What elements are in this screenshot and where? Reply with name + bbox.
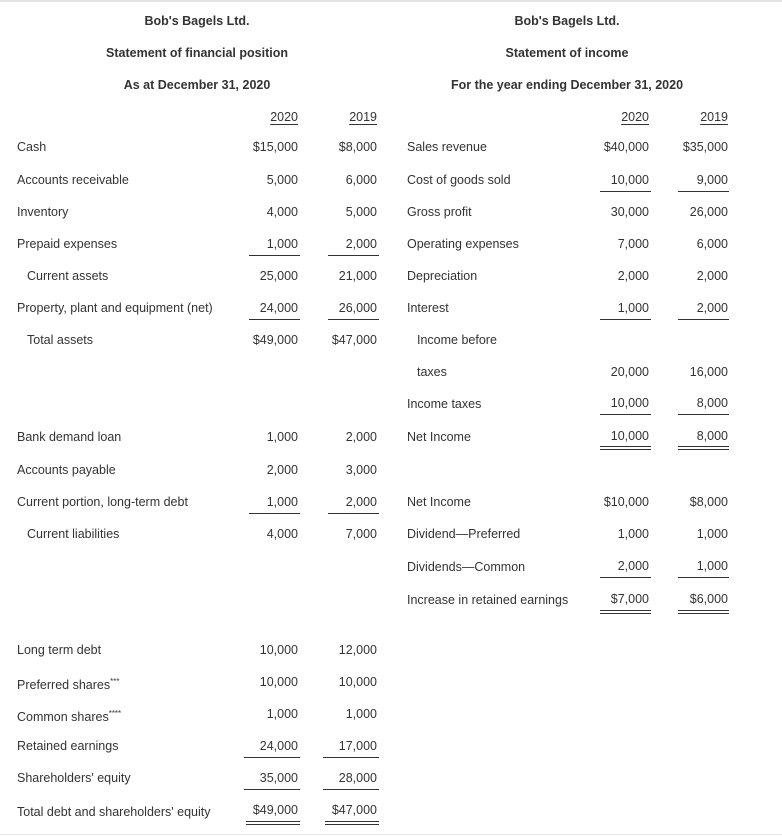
income-row-2020: 2,000 [617,269,649,283]
subtotal-line [328,319,379,320]
income-row-2020: 7,000 [617,237,649,251]
balance-row-2020: 1,000 [266,237,298,251]
income-row-label: Gross profit [407,205,472,219]
balance-row-2019: 1,000 [345,707,377,721]
balance-row-2019: 2,000 [345,495,377,509]
income-row-label: Increase in retained earnings [407,593,569,607]
income-row-2020: $7,000 [610,592,649,606]
balance-row-label: Preferred shares*** [17,677,120,693]
income-row-2020: 2,000 [617,559,649,573]
income-row-label: Income before [417,333,497,347]
balance-row-label: Prepaid expenses [17,237,118,251]
income-row-2020: $10,000 [603,495,649,509]
balance-row-label: Long term debt [17,643,102,657]
income-row-2019: 1,000 [696,527,728,541]
balance-row-2019: 6,000 [345,173,377,187]
subtotal-line [244,757,300,758]
balance-row-label: Inventory [17,205,69,219]
footnote-marker: **** [108,709,122,718]
balance-row-2020: 24,000 [259,739,298,753]
balance-row-2020: 24,000 [259,301,298,315]
balance-row-2019: $47,000 [331,803,377,817]
balance-row-2020: $49,000 [252,803,298,817]
balance-row-2020: 1,000 [266,430,298,444]
income-row-label-continued: taxes [417,365,447,379]
total-double-line [600,446,651,447]
total-double-line [246,821,300,822]
total-double-line [678,613,729,614]
balance-row-label: Shareholders' equity [17,771,131,785]
income-row-2020: 10,000 [610,429,649,443]
income-row-2019: 16,000 [689,365,728,379]
income-row-2020: 30,000 [610,205,649,219]
balance-row-2019: 2,000 [345,237,377,251]
income-row-2020: 20,000 [610,365,649,379]
subtotal-line [249,319,300,320]
balance-row-2020: 1,000 [266,495,298,509]
balance-row-label: Retained earnings [17,739,119,753]
balance-row-label: Cash [17,140,47,154]
balance-row-2020: 25,000 [259,269,298,283]
balance-year-2019: 2019 [349,110,377,124]
balance-row-label: Current portion, long-term debt [17,495,188,509]
footnote-marker: *** [110,677,120,686]
subtotal-line [600,414,651,415]
balance-row-2019: 7,000 [345,527,377,541]
total-double-line [325,821,379,822]
income-row-label: Dividends—Common [407,560,526,574]
balance-row-2020: 4,000 [266,527,298,541]
income-title: Statement of income [505,46,629,60]
total-double-line [678,449,729,450]
total-double-line [678,446,729,447]
income-row-2019: $6,000 [689,592,728,606]
balance-row-2020: $49,000 [252,333,298,347]
balance-row-label: Total assets [27,333,94,347]
income-row-label: Cost of goods sold [407,173,511,187]
balance-row-label: Bank demand loan [17,430,122,444]
balance-row-2019: 2,000 [345,430,377,444]
total-double-line [678,610,729,611]
income-row-2019: 6,000 [696,237,728,251]
balance-row-2019: 28,000 [338,771,377,785]
total-double-line [600,613,651,614]
income-row-2019: 2,000 [696,301,728,315]
subtotal-line [678,414,729,415]
balance-row-label: Total debt and shareholders' equity [17,805,211,819]
subtotal-line [328,255,379,256]
balance-row-label: Current liabilities [27,527,120,541]
balance-company: Bob's Bagels Ltd. [144,14,250,28]
income-row-2019: 2,000 [696,269,728,283]
balance-row-2020: 10,000 [259,675,298,689]
income-year-2020: 2020 [621,110,649,124]
balance-row-2020: 35,000 [259,771,298,785]
income-row-2019: 8,000 [696,396,728,410]
balance-row-2019: 5,000 [345,205,377,219]
income-row-label: Net Income [407,430,471,444]
balance-row-2019: $8,000 [338,140,377,154]
subtotal-line [678,191,729,192]
income-row-2020: $40,000 [603,140,649,154]
balance-title: Statement of financial position [106,46,288,60]
balance-row-2019: 17,000 [338,739,377,753]
income-row-2019: 8,000 [696,429,728,443]
balance-row-label: Common shares**** [17,709,122,725]
income-row-label: Interest [407,301,449,315]
balance-row-2019: $47,000 [331,333,377,347]
income-row-label: Dividend—Preferred [407,527,521,541]
balance-row-2020: 10,000 [259,643,298,657]
subtotal-line [678,319,729,320]
balance-year-2020: 2020 [270,110,298,124]
income-company: Bob's Bagels Ltd. [514,14,620,28]
top-border [0,0,782,2]
bottom-border [0,834,782,835]
total-double-line [600,449,651,450]
subtotal-line [323,757,379,758]
balance-row-label: Property, plant and equipment (net) [17,301,213,315]
subtotal-line [244,789,300,790]
balance-row-2019: 3,000 [345,463,377,477]
income-row-label: Net Income [407,495,471,509]
total-double-line [600,610,651,611]
income-row-2019: 9,000 [696,173,728,187]
income-row-2020: 10,000 [610,173,649,187]
income-row-2019: $8,000 [689,495,728,509]
balance-row-2020: 2,000 [266,463,298,477]
balance-row-2019: 26,000 [338,301,377,315]
subtotal-line [678,577,729,578]
subtotal-line [249,255,300,256]
income-row-2019: 1,000 [696,559,728,573]
balance-row-2020: $15,000 [252,140,298,154]
balance-row-2020: 5,000 [266,173,298,187]
income-row-label: Depreciation [407,269,478,283]
income-row-2019: 26,000 [689,205,728,219]
subtotal-line [328,513,379,514]
income-row-2019: $35,000 [682,140,728,154]
balance-row-label: Accounts payable [17,463,116,477]
subtotal-line [600,191,651,192]
total-double-line [325,824,379,825]
subtotal-line [249,513,300,514]
income-row-2020: 1,000 [617,527,649,541]
total-double-line [246,824,300,825]
income-row-label: Operating expenses [407,237,519,251]
income-row-2020: 10,000 [610,396,649,410]
income-row-label: Income taxes [407,397,482,411]
balance-row-2019: 21,000 [338,269,377,283]
subtotal-line [600,319,651,320]
income-year-2019: 2019 [700,110,728,124]
income-date: For the year ending December 31, 2020 [450,78,684,92]
balance-row-label: Current assets [27,269,109,283]
balance-row-2020: 4,000 [266,205,298,219]
subtotal-line [323,789,379,790]
balance-row-label: Accounts receivable [17,173,129,187]
balance-row-2019: 10,000 [338,675,377,689]
balance-row-2019: 12,000 [338,643,377,657]
income-row-label: Sales revenue [407,140,487,154]
balance-row-2020: 1,000 [266,707,298,721]
subtotal-line [600,577,651,578]
balance-date: As at December 31, 2020 [123,78,271,92]
income-row-2020: 1,000 [617,301,649,315]
